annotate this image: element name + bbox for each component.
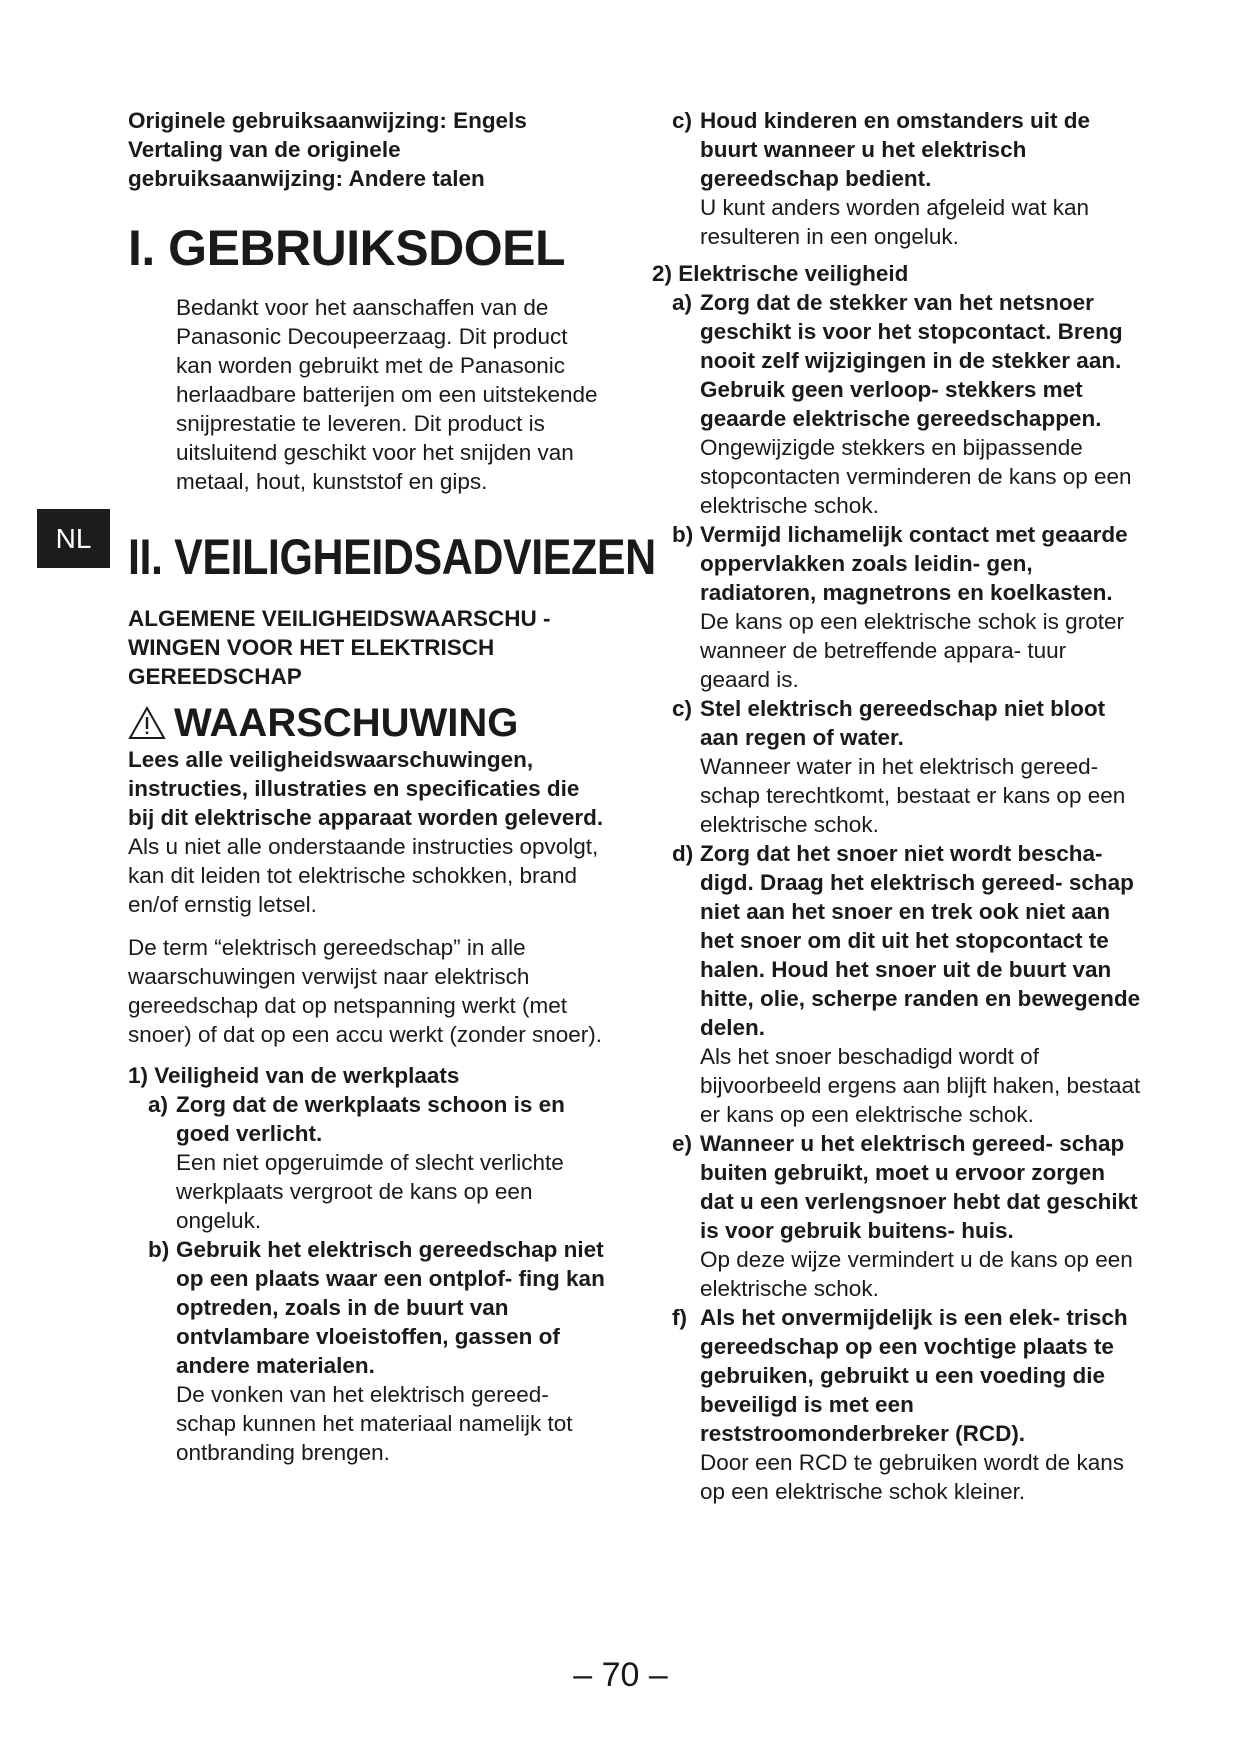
page-number: – 70 –	[573, 1656, 668, 1694]
item-label: b)	[672, 522, 694, 547]
intro-line: Vertaling van de originele	[128, 137, 401, 162]
list-item	[652, 1129, 1142, 1303]
purpose-text: Bedankt voor het aanschaffen van de Panasonic Decoupeerzaag. Dit product kan worden gebruikt met de Panasonic herlaadbare batterijen om een uitstekende snijprestatie te leveren. Dit product is uitsluitend geschikt voor het snijden van metaal, hout, kunststof en gips.	[176, 295, 598, 494]
item-label: d)	[672, 841, 694, 866]
warning-heading	[128, 701, 608, 745]
item-bold-text: Gebruik het elektrisch gereedschap niet op een plaats waar een ontplof- fing kan optreden, zoals in de buurt van ontvlambare vloeistoffen, gassen of andere materialen.	[176, 1237, 605, 1378]
list-item	[652, 694, 1142, 839]
item-text: De vonken van het elektrisch gereed- schap kunnen het materiaal namelijk tot ontbranding brengen.	[176, 1382, 573, 1465]
item-text: U kunt anders worden afgeleid wat kan resulteren in een ongeluk.	[700, 195, 1089, 249]
warning-bold-text: Lees alle veiligheidswaarschuwingen, instructies, illustraties en specificaties die bij dit elektrische apparaat worden geleverd.	[128, 747, 604, 830]
safety-subtitle: ALGEMENE VEILIGHEIDSWAARSCHU - WINGEN VOOR HET ELEKTRISCH GEREEDSCHAP	[128, 606, 551, 689]
list-item	[128, 1235, 608, 1467]
item-text: Een niet opgeruimde of slecht verlichte werkplaats vergroot de kans op een ongeluk.	[176, 1150, 564, 1233]
term-text: De term “elektrisch gereedschap” in alle waarschuwingen verwijst naar elektrisch gereedschap dat op netspanning werkt (met snoer) of dat op een accu werkt (zonder snoer).	[128, 935, 602, 1047]
item-text: Door een RCD te gebruiken wordt de kans op een elektrische schok kleiner.	[700, 1450, 1124, 1504]
item-bold-text: Zorg dat de stekker van het netsnoer geschikt is voor het stopcontact. Breng nooit zelf wijzigingen in de stekker aan. Gebruik geen verloop- stekkers met geaarde elektrische gereedschappen.	[700, 290, 1123, 431]
intro-block	[128, 106, 608, 193]
list-item	[652, 839, 1142, 1129]
list-item	[652, 106, 1142, 251]
section-title-purpose: I. GEBRUIKSDOEL	[128, 220, 565, 276]
electrical-heading: 2) Elektrische veiligheid	[652, 261, 909, 286]
warning-title: WAARSCHUWING	[174, 701, 519, 745]
language-tab: NL	[37, 509, 110, 568]
item-label: c)	[672, 108, 693, 133]
item-label: f)	[672, 1305, 687, 1330]
right-column	[652, 106, 1142, 1506]
intro-line: Originele gebruiksaanwijzing: Engels	[128, 108, 527, 133]
item-text: De kans op een elektrische schok is groter wanneer de betreffende appara- tuur geaard is.	[700, 609, 1124, 692]
item-bold-text: Houd kinderen en omstanders uit de buurt wanneer u het elektrisch gereedschap bedient.	[700, 108, 1091, 191]
item-label: e)	[672, 1131, 693, 1156]
item-bold-text: Als het onvermijdelijk is een elek- trisch gereedschap op een vochtige plaats te gebruiken, gebruikt u een voeding die beveiligd is met een reststroomonderbreker (RCD).	[700, 1305, 1128, 1446]
item-bold-text: Stel elektrisch gereedschap niet bloot aan regen of water.	[700, 696, 1106, 750]
item-bold-text: Wanneer u het elektrisch gereed- schap buiten gebruikt, moet u ervoor zorgen dat u een verlengsnoer hebt dat geschikt is voor gebruik buitens- huis.	[700, 1131, 1138, 1243]
item-text: Ongewijzigde stekkers en bijpassende stopcontacten verminderen de kans op een elektrische schok.	[700, 435, 1132, 518]
list-item	[652, 520, 1142, 694]
left-column	[128, 106, 656, 1467]
list-item	[652, 1303, 1142, 1506]
intro-line: gebruiksaanwijzing: Andere talen	[128, 166, 485, 191]
item-text: Wanneer water in het elektrisch gereed- schap terechtkomt, bestaat er kans op een elektrische schok.	[700, 754, 1126, 837]
list-item	[128, 1090, 608, 1235]
section-title-safety: II. VEILIGHEIDSADVIEZEN	[128, 529, 656, 585]
warning-triangle-icon	[128, 706, 166, 740]
item-label: a)	[672, 290, 693, 315]
warning-text: Als u niet alle onderstaande instructies opvolgt, kan dit leiden tot elektrische schokken, brand en/of ernstig letsel.	[128, 834, 599, 917]
item-bold-text: Vermijd lichamelijk contact met geaarde oppervlakken zoals leidin- gen, radiatoren, magnetrons en koelkasten.	[700, 522, 1128, 605]
workplace-heading: 1) Veiligheid van de werkplaats	[128, 1063, 460, 1088]
list-item	[652, 288, 1142, 520]
item-label: b)	[148, 1237, 170, 1262]
item-bold-text: Zorg dat de werkplaats schoon is en goed verlicht.	[176, 1092, 565, 1146]
item-bold-text: Zorg dat het snoer niet wordt bescha- digd. Draag het elektrisch gereed- schap niet aan het snoer en trek ook niet aan het snoer om dit uit het stopcontact te halen. Houd het snoer uit de buurt van hitte, olie, scherpe randen en bewegende delen.	[700, 841, 1141, 1040]
item-text: Op deze wijze vermindert u de kans op een elektrische schok.	[700, 1247, 1133, 1301]
item-text: Als het snoer beschadigd wordt of bijvoorbeeld ergens aan blijft haken, bestaat er kans op een elektrische schok.	[700, 1044, 1141, 1127]
item-label: c)	[672, 696, 693, 721]
item-label: a)	[148, 1092, 169, 1117]
